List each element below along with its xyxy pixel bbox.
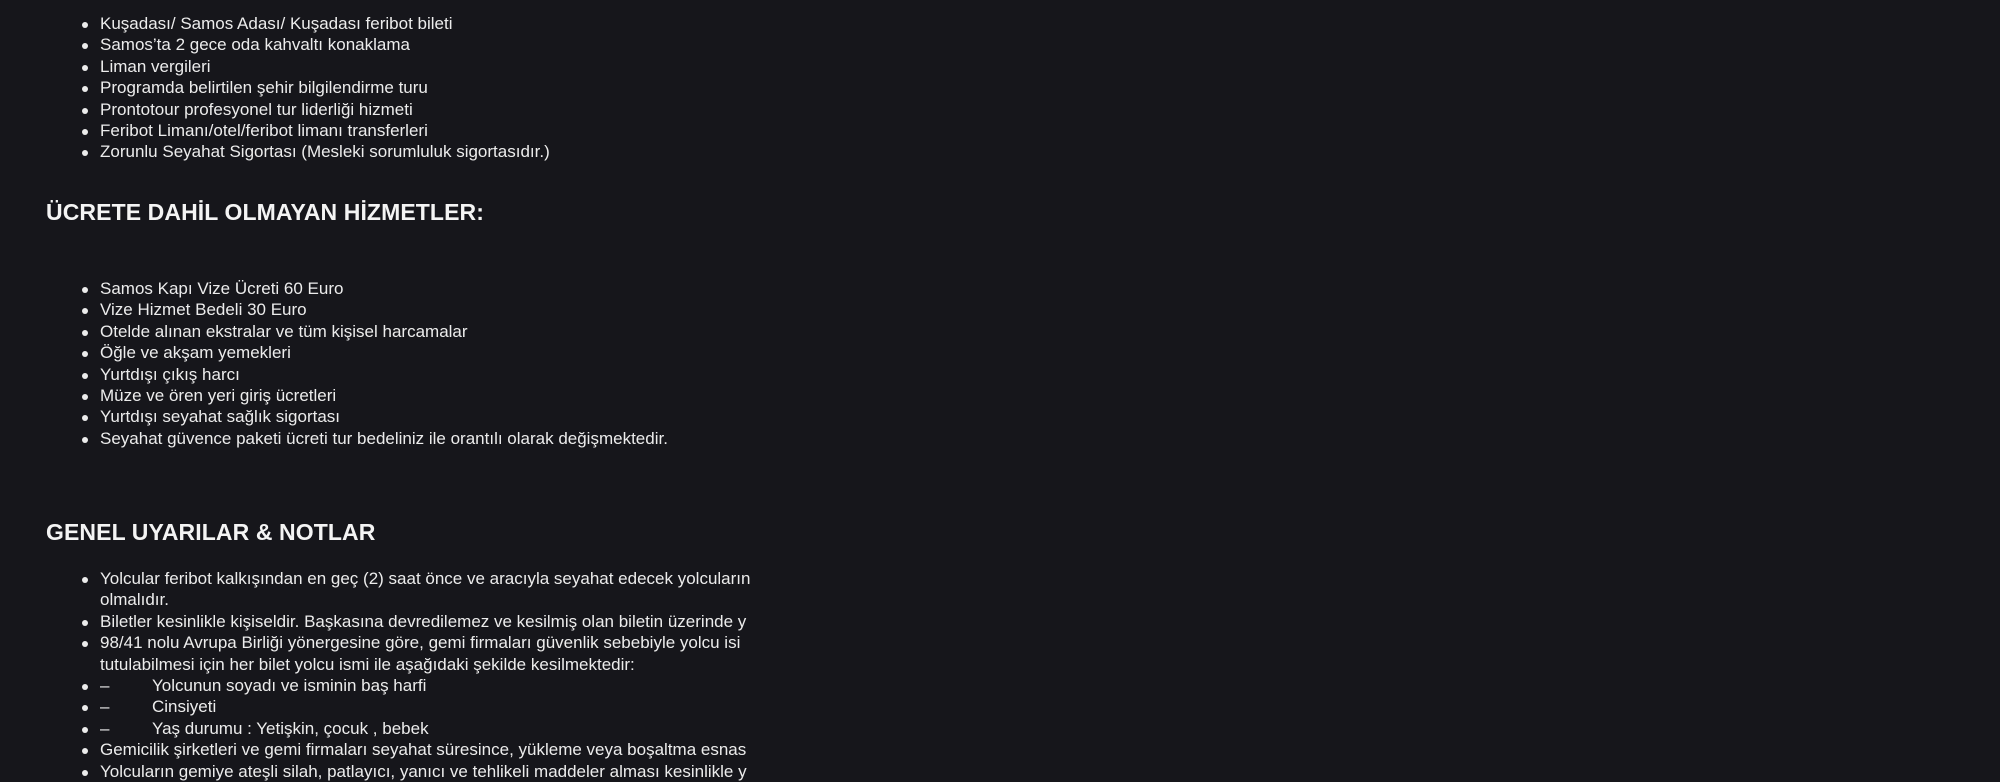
document-page	[0, 0, 768, 781]
list-item-text: Samos’ta 2 gece oda kahvaltı konaklama	[100, 35, 410, 55]
list-item-text: Yolcular feribot kalkışından en geç (2) saat önce ve aracıyla seyahat edecek yolcuların	[100, 569, 751, 588]
list-item	[0, 13, 2000, 34]
list-item-text: Cinsiyeti	[152, 697, 217, 717]
list-item	[0, 611, 2000, 632]
list-item-text: Seyahat güvence paketi ücreti tur bedeliniz ile orantılı olarak değişmektedir.	[100, 428, 668, 448]
list-item	[0, 739, 2000, 760]
list-item	[0, 632, 2000, 653]
list-item-text: Öğle ve akşam yemekleri	[100, 343, 291, 363]
list-item	[0, 141, 2000, 162]
list-item	[0, 77, 2000, 98]
list-item-continuation	[0, 654, 2000, 675]
list-item-continuation	[0, 589, 2000, 610]
list-subitem	[0, 718, 2000, 739]
list-item-text: Otelde alınan ekstralar ve tüm kişisel harcamalar	[100, 321, 468, 341]
list-item-text: Programda belirtilen şehir bilgilendirme turu	[100, 78, 428, 98]
list-item	[0, 761, 2000, 782]
excluded-services-heading: ÜCRETE DAHİL OLMAYAN HİZMETLER:	[46, 199, 484, 225]
list-item-text: olmalıdır.	[100, 590, 169, 610]
dash-marker: –	[100, 676, 110, 696]
included-services-list	[0, 13, 2000, 163]
list-item	[0, 385, 2000, 406]
list-item-text: Prontotour profesyonel tur liderliği hizmeti	[100, 99, 413, 119]
list-subitem	[0, 675, 2000, 696]
list-item-text: Yaş durumu : Yetişkin, çocuk , bebek	[152, 718, 429, 738]
list-item	[0, 568, 2000, 589]
list-item-text: 98/41 nolu Avrupa Birliği yönergesine göre, gemi firmaları güvenlik sebebiyle yolcu isi	[100, 633, 741, 653]
list-item-text: Feribot Limanı/otel/feribot limanı transferleri	[100, 121, 428, 141]
list-item-text: Yolcunun soyadı ve isminin baş harfi	[152, 676, 427, 696]
list-item-text: Yurtdışı çıkış harcı	[100, 364, 240, 384]
list-item-text: Yolcuların gemiye ateşli silah, patlayıcı, yanıcı ve tehlikeli maddeler alması kesinlikle y	[100, 761, 747, 781]
list-item-text: Biletler kesinlikle kişiseldir. Başkasına devredilemez ve kesilmiş olan biletin üzerinde y	[100, 611, 747, 631]
general-notes-list	[0, 568, 2000, 782]
list-item	[0, 299, 2000, 320]
list-item	[0, 406, 2000, 427]
list-item	[0, 99, 2000, 120]
list-item-text: Samos Kapı Vize Ücreti 60 Euro	[100, 279, 344, 298]
list-item-text: Yurtdışı seyahat sağlık sigortası	[100, 407, 341, 427]
list-item-text: Liman vergileri	[100, 56, 211, 76]
list-item-text: Müze ve ören yeri giriş ücretleri	[100, 386, 337, 406]
dash-marker: –	[100, 718, 110, 738]
list-item	[0, 120, 2000, 141]
list-item-text: Kuşadası/ Samos Adası/ Kuşadası feribot bileti	[100, 14, 453, 33]
excluded-services-list	[0, 278, 2000, 449]
list-item-text: Vize Hizmet Bedeli 30 Euro	[100, 300, 307, 320]
list-item	[0, 34, 2000, 55]
list-item-text: tutulabilmesi için her bilet yolcu ismi ile aşağıdaki şekilde kesilmektedir:	[100, 654, 635, 674]
general-notes-heading: GENEL UYARILAR & NOTLAR	[46, 519, 376, 545]
list-item	[0, 278, 2000, 299]
list-item	[0, 56, 2000, 77]
list-item-text: Zorunlu Seyahat Sigortası (Mesleki sorumluluk sigortasıdır.)	[100, 142, 550, 162]
dash-marker: –	[100, 697, 110, 717]
list-item-text: Gemicilik şirketleri ve gemi firmaları seyahat süresince, yükleme veya boşaltma esnas	[100, 740, 747, 760]
list-item	[0, 364, 2000, 385]
list-item	[0, 428, 2000, 449]
list-subitem	[0, 696, 2000, 717]
list-item	[0, 342, 2000, 363]
list-item	[0, 321, 2000, 342]
